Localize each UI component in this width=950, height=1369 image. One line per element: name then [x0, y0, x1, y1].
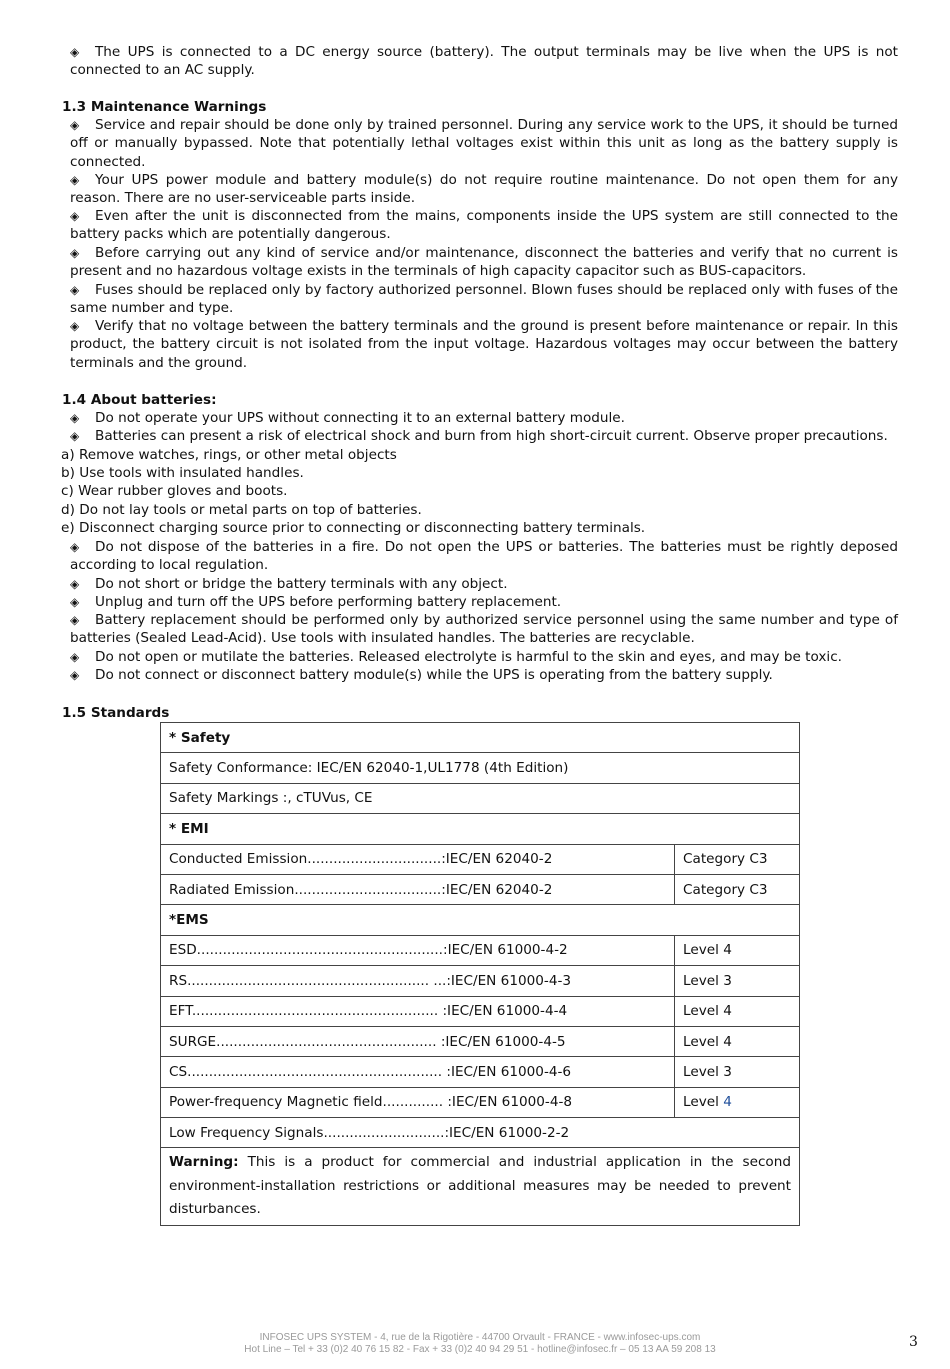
- table-row: [161, 905, 800, 935]
- table-row: [161, 1026, 800, 1056]
- table-row: [161, 874, 800, 904]
- table-row: [161, 723, 800, 753]
- warning-cell: [161, 1148, 800, 1226]
- battery-letter-item: c) Wear rubber gloves and boots.: [61, 483, 288, 499]
- standard-label: Conducted Emission...............................:IEC/EN 62040-2: [161, 844, 675, 874]
- value-prefix: Level: [683, 1094, 724, 1111]
- battery-letter-item: e) Disconnect charging source prior to connecting or disconnecting battery terminals.: [61, 520, 646, 536]
- page-number: 3: [909, 1334, 918, 1350]
- battery-bullet: ◈ Do not connect or disconnect battery module(s) while the UPS is operating from the battery supply.: [70, 666, 898, 684]
- maintenance-item: ◈ Your UPS power module and battery module(s) do not require routine maintenance. Do not open them for any reason. There are no user-serviceable parts inside.: [70, 171, 898, 208]
- footer-line-address: INFOSEC UPS SYSTEM - 4, rue de la Rigotière - 44700 Orvault - FRANCE - www.infosec-ups.com: [259, 1332, 701, 1343]
- safety-conformance: Safety Conformance: IEC/EN 62040-1,UL1778 (4th Edition): [161, 753, 800, 783]
- standard-label: EFT......................................................... :IEC/EN 61000-4-4: [161, 996, 675, 1026]
- footer-line-contact: Hot Line – Tel + 33 (0)2 40 76 15 82 - Fax + 33 (0)2 40 94 29 51 - hotline@infosec.fr – 05 13 AA 59 208 13: [244, 1344, 716, 1355]
- maintenance-item: ◈ Even after the unit is disconnected from the mains, components inside the UPS system are still connected to the battery packs which are potentially dangerous.: [70, 207, 898, 244]
- emi-header: * EMI: [161, 814, 800, 844]
- maintenance-item: ◈ Before carrying out any kind of service and/or maintenance, disconnect the batteries and verify that no current is present and no hazardous voltage exists in the terminals of high capacity capacitor such as BUS-capacitors.: [70, 244, 898, 281]
- warning-text: This is a product for commercial and industrial application in the second environment-installation restrictions or additional measures may be needed to prevent disturbances.: [169, 1154, 791, 1218]
- table-row: [161, 753, 800, 783]
- standard-value: Level 4: [675, 935, 800, 965]
- table-row: [161, 996, 800, 1026]
- warning-label: Warning:: [169, 1154, 239, 1171]
- table-row: [161, 1057, 800, 1087]
- battery-letter-item: a) Remove watches, rings, or other metal objects: [61, 447, 397, 463]
- safety-markings: Safety Markings :, cTUVus, CE: [161, 783, 800, 813]
- standard-label: RS........................................................ ...:IEC/EN 61000-4-3: [161, 966, 675, 996]
- battery-bullet: ◈ Do not dispose of the batteries in a fire. Do not open the UPS or batteries. The batteries must be rightly deposed according to local regulation.: [70, 538, 898, 575]
- table-row: [161, 966, 800, 996]
- standard-value: Level 3: [675, 1057, 800, 1087]
- battery-bullet: ◈ Do not short or bridge the battery terminals with any object.: [70, 575, 898, 593]
- standard-label: SURGE................................................... :IEC/EN 61000-4-5: [161, 1026, 675, 1056]
- maintenance-item: ◈ Fuses should be replaced only by factory authorized personnel. Blown fuses should be replaced only with fuses of the same number and type.: [70, 281, 898, 318]
- table-row: [161, 1118, 800, 1148]
- standard-label: Radiated Emission..................................:IEC/EN 62040-2: [161, 874, 675, 904]
- value-number: 4: [723, 1094, 732, 1111]
- standard-value: Level 3: [675, 966, 800, 996]
- standard-label: Power-frequency Magnetic field.............. :IEC/EN 61000-4-8: [161, 1087, 675, 1117]
- heading-maintenance: 1.3 Maintenance Warnings: [62, 99, 267, 115]
- table-row: [161, 814, 800, 844]
- standard-value: Category C3: [675, 874, 800, 904]
- heading-batteries: 1.4 About batteries:: [62, 392, 217, 408]
- table-row: [161, 783, 800, 813]
- battery-bullet: ◈ Unplug and turn off the UPS before performing battery replacement.: [70, 593, 898, 611]
- heading-standards: 1.5 Standards: [62, 705, 170, 721]
- battery-letter-item: b) Use tools with insulated handles.: [61, 465, 304, 481]
- ems-header: *EMS: [161, 905, 800, 935]
- maintenance-item: ◈ Verify that no voltage between the battery terminals and the ground is present before maintenance or repair. In this product, the battery circuit is not isolated from the input voltage. Hazardous voltages may occur between the battery terminals and the ground.: [70, 317, 898, 372]
- table-row: [161, 1087, 800, 1117]
- standard-label: CS........................................................... :IEC/EN 61000-4-6: [161, 1057, 675, 1087]
- intro-bullet: ◈ The UPS is connected to a DC energy source (battery). The output terminals may be live when the UPS is not connected to an AC supply.: [70, 43, 898, 80]
- battery-letter-item: d) Do not lay tools or metal parts on top of batteries.: [61, 502, 422, 518]
- maintenance-item: ◈ Service and repair should be done only by trained personnel. During any service work to the UPS, it should be turned off or manually bypassed. Note that potentially lethal voltages exist within this unit as long as the battery supply is connected.: [70, 116, 898, 171]
- standard-value: [675, 1087, 800, 1117]
- standard-value: Level 4: [675, 996, 800, 1026]
- battery-bullet: ◈ Batteries can present a risk of electrical shock and burn from high short-circuit current. Observe proper precautions.: [70, 427, 898, 445]
- standard-label: ESD.........................................................:IEC/EN 61000-4-2: [161, 935, 675, 965]
- standards-table: [160, 722, 800, 1226]
- table-row: [161, 844, 800, 874]
- standard-value: Level 4: [675, 1026, 800, 1056]
- standard-value: Category C3: [675, 844, 800, 874]
- safety-header: * Safety: [161, 723, 800, 753]
- battery-bullet: ◈ Do not operate your UPS without connecting it to an external battery module.: [70, 409, 898, 427]
- battery-bullet: ◈ Battery replacement should be performed only by authorized service personnel using the same number and type of batteries (Sealed Lead-Acid). Use tools with insulated handles. The batteries are recyclable.: [70, 611, 898, 648]
- battery-bullet: ◈ Do not open or mutilate the batteries. Released electrolyte is harmful to the skin and eyes, and may be toxic.: [70, 648, 898, 666]
- table-row: [161, 935, 800, 965]
- low-frequency-signals: Low Frequency Signals............................:IEC/EN 61000-2-2: [161, 1118, 800, 1148]
- table-row: [161, 1148, 800, 1226]
